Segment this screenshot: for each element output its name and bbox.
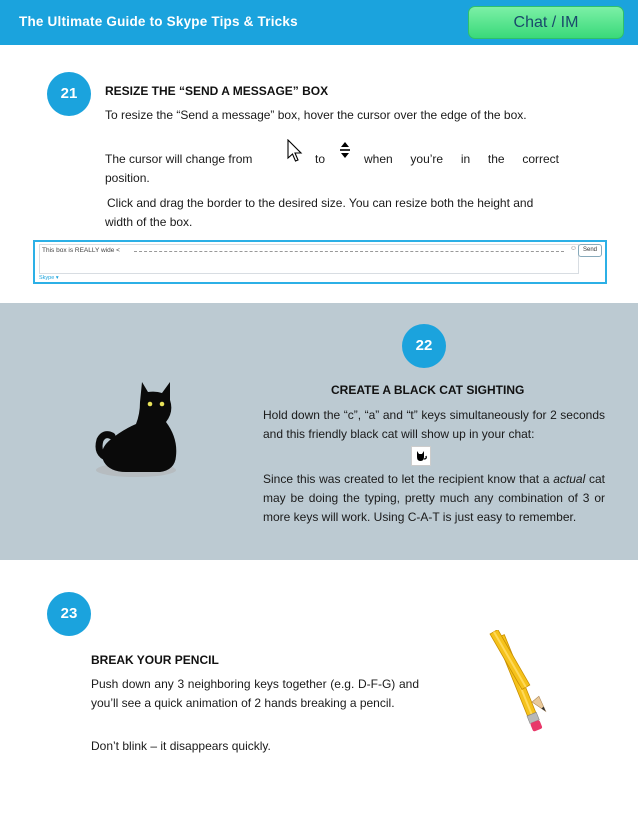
tip-number-badge: 23	[47, 592, 91, 636]
message-input[interactable]	[39, 244, 579, 274]
message-text: This box is REALLY wide <	[42, 247, 120, 254]
send-button[interactable]: Send	[578, 244, 602, 257]
tip-heading: BREAK YOUR PENCIL	[91, 653, 219, 667]
tip-paragraph: Hold down the “c”, “a” and “t” keys simultaneously for 2 seconds and this friendly black cat will show up in your chat:	[263, 408, 605, 441]
document-title: The Ultimate Guide to Skype Tips & Tricks	[19, 14, 298, 29]
header-bar	[0, 0, 638, 45]
cat-emoticon-icon	[411, 446, 431, 466]
dashed-guide-line	[134, 251, 564, 252]
tip-paragraph: To resize the “Send a message” box, hover the cursor over the edge of the box.	[105, 108, 527, 122]
black-cat-illustration	[90, 378, 182, 478]
broken-pencil-illustration	[466, 630, 562, 742]
tip-paragraph: Push down any 3 neighboring keys together (e.g. D-F-G) and you’ll see a quick animation of 2 hands breaking a pencil.	[91, 677, 419, 710]
emphasis-text: actual	[553, 472, 586, 486]
tip-paragraph: when you’re in the correct	[364, 152, 559, 166]
tip-heading: RESIZE THE “SEND A MESSAGE” BOX	[105, 84, 329, 98]
tip-heading: CREATE A BLACK CAT SIGHTING	[331, 383, 525, 397]
tip-paragraph: The cursor will change from	[105, 152, 253, 166]
tip-text: cat may be doing the typing, pretty much any combination of 3 or more keys will work. Using C-A-T is just easy to remember.	[263, 472, 606, 524]
tip-paragraph: to	[315, 152, 326, 166]
send-message-box-example[interactable]	[33, 240, 607, 284]
tip-paragraph: position.	[105, 171, 150, 185]
tip-number-badge: 22	[402, 324, 446, 368]
arrow-cursor-icon	[287, 139, 303, 163]
resize-cursor-icon	[339, 141, 351, 159]
tip-paragraph: Don’t blink – it disappears quickly.	[91, 739, 271, 753]
tip-number-badge: 21	[47, 72, 91, 116]
tip-paragraph: Click and drag the border to the desired size. You can resize both the height and width of the box.	[105, 196, 534, 229]
tip-text: Since this was created to let the recipient know that a	[263, 472, 550, 486]
skype-dropdown[interactable]: Skype ▾	[39, 275, 59, 281]
tip-paragraph	[263, 470, 605, 527]
tab-chat-im[interactable]: Chat / IM	[468, 6, 624, 39]
emoticon-icon[interactable]: ☺	[569, 245, 577, 252]
